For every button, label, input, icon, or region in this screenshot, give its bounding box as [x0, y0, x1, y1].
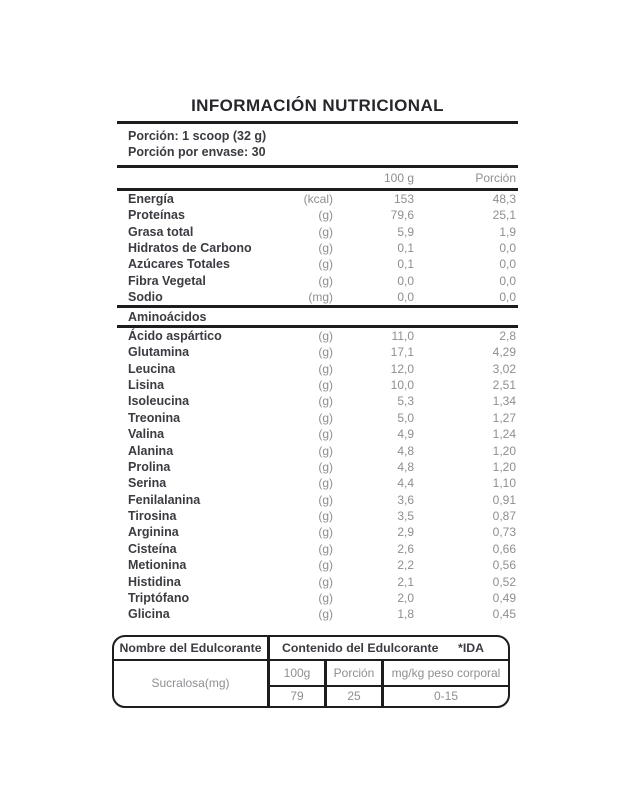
value-per-portion: 0,91: [492, 492, 516, 507]
value-per-100g: 0,0: [397, 273, 414, 288]
nutrient-unit: (g): [318, 394, 333, 409]
nutrient-unit: (g): [318, 476, 333, 491]
table-row: [117, 344, 518, 360]
value-per-100g: 0,1: [397, 241, 414, 256]
nutrient-name: Metionina: [128, 558, 187, 573]
table-row: [117, 410, 518, 426]
nutrient-name: Arginina: [128, 525, 179, 540]
value-per-100g: 5,3: [397, 394, 414, 409]
nutrient-unit: (g): [318, 328, 333, 343]
nutrient-unit: (g): [318, 377, 333, 392]
sweetener-value-100g: 79: [290, 689, 304, 704]
sweetener-body: [114, 661, 508, 706]
value-per-100g: 2,9: [397, 525, 414, 540]
table-row: [117, 459, 518, 475]
value-per-portion: 2,51: [492, 377, 516, 392]
table-row: [117, 191, 518, 207]
value-per-100g: 4,9: [397, 427, 414, 442]
sweetener-col-100g: 100g: [270, 661, 324, 687]
serving-info: [117, 124, 518, 165]
table-row: [117, 224, 518, 240]
nutrient-unit: (g): [318, 591, 333, 606]
nutrient-name: Isoleucina: [128, 394, 190, 409]
value-per-portion: 1,27: [492, 410, 516, 425]
table-row: [117, 573, 518, 589]
table-row: [117, 360, 518, 376]
nutrient-unit: (kcal): [303, 192, 333, 207]
value-per-portion: 0,52: [492, 574, 516, 589]
value-per-100g: 3,5: [397, 509, 414, 524]
nutrient-name: Sodio: [128, 289, 163, 304]
nutrient-name: Fibra Vegetal: [128, 273, 206, 288]
nutrient-name: Serina: [128, 476, 167, 491]
value-per-portion: 0,0: [499, 273, 516, 288]
value-per-100g: 0,1: [397, 257, 414, 272]
nutrient-name: Ácido aspártico: [128, 328, 222, 343]
value-per-portion: 1,10: [492, 476, 516, 491]
nutrient-unit: (g): [318, 541, 333, 556]
nutrient-name: Valina: [128, 427, 165, 442]
sweetener-table: [112, 635, 510, 708]
nutrient-unit: (g): [318, 607, 333, 622]
value-per-portion: 3,02: [492, 361, 516, 376]
table-row: [117, 541, 518, 557]
sweetener-values-grid: [270, 661, 508, 706]
nutrient-name: Leucina: [128, 361, 176, 376]
nutrient-name: Glicina: [128, 607, 170, 622]
nutrient-name: Treonina: [128, 410, 181, 425]
nutrient-unit: (g): [318, 427, 333, 442]
nutrient-name: Proteínas: [128, 208, 185, 223]
nutrient-name: Tirosina: [128, 509, 177, 524]
nutrient-name: Glutamina: [128, 345, 190, 360]
nutrient-table: [117, 191, 518, 305]
table-row: [117, 328, 518, 344]
page-title: INFORMACIÓN NUTRICIONAL: [191, 96, 444, 115]
nutrient-name: Histidina: [128, 574, 181, 589]
value-per-100g: 5,9: [397, 224, 414, 239]
value-per-100g: 12,0: [390, 361, 414, 376]
amino-section-title: Aminoácidos: [128, 309, 207, 324]
table-row: [117, 393, 518, 409]
nutrient-name: Prolina: [128, 459, 171, 474]
nutrient-unit: (g): [318, 273, 333, 288]
table-row: [117, 272, 518, 288]
table-row: [117, 606, 518, 622]
value-per-portion: 0,49: [492, 591, 516, 606]
value-per-100g: 4,4: [397, 476, 414, 491]
sweetener-ida-label: *IDA: [458, 640, 484, 655]
table-row: [117, 491, 518, 507]
value-per-portion: 1,34: [492, 394, 516, 409]
nutrient-unit: (g): [318, 525, 333, 540]
table-row: [117, 442, 518, 458]
value-per-100g: 17,1: [390, 345, 414, 360]
value-per-100g: 79,6: [390, 208, 414, 223]
nutrient-unit: (g): [318, 558, 333, 573]
value-per-portion: 2,8: [499, 328, 516, 343]
sweetener-name: Sucralosa(mg): [114, 661, 270, 706]
value-per-portion: 48,3: [492, 192, 516, 207]
nutrient-unit: (g): [318, 410, 333, 425]
nutrient-unit: (g): [318, 224, 333, 239]
amino-table: [117, 328, 518, 623]
value-per-portion: 1,24: [492, 427, 516, 442]
sweetener-content-label: Contenido del Edulcorante: [282, 640, 439, 655]
value-per-portion: 0,45: [492, 607, 516, 622]
nutrient-unit: (g): [318, 509, 333, 524]
value-per-portion: 1,9: [499, 224, 516, 239]
value-per-portion: 0,0: [499, 241, 516, 256]
nutrient-unit: (mg): [308, 289, 333, 304]
table-row: [117, 377, 518, 393]
sweetener-header-row: [114, 637, 508, 661]
nutrient-unit: (g): [318, 208, 333, 223]
nutrient-name: Alanina: [128, 443, 174, 458]
nutrient-unit: (g): [318, 257, 333, 272]
nutrient-name: Triptófano: [128, 591, 190, 606]
nutrient-unit: (g): [318, 241, 333, 256]
nutrient-name: Cisteína: [128, 541, 177, 556]
value-per-100g: 5,0: [397, 410, 414, 425]
sweetener-content-header: [270, 637, 508, 659]
column-header-100g: 100 g: [383, 171, 414, 185]
column-header-portion: Porción: [475, 171, 516, 185]
value-per-portion: 0,87: [492, 509, 516, 524]
nutrient-name: Hidratos de Carbono: [128, 241, 252, 256]
table-row: [117, 240, 518, 256]
label-content: [117, 95, 518, 708]
value-per-100g: 2,6: [397, 541, 414, 556]
value-per-portion: 1,20: [492, 443, 516, 458]
table-row: [117, 207, 518, 223]
sweetener-col-portion: Porción: [324, 661, 381, 687]
value-per-portion: 0,73: [492, 525, 516, 540]
value-per-portion: 25,1: [492, 208, 516, 223]
value-per-portion: 0,66: [492, 541, 516, 556]
column-header-row: [117, 168, 518, 188]
table-row: [117, 590, 518, 606]
value-per-100g: 2,0: [397, 591, 414, 606]
value-per-100g: 2,1: [397, 574, 414, 589]
nutrient-unit: (g): [318, 459, 333, 474]
sweetener-value-portion: 25: [324, 687, 381, 706]
value-per-100g: 153: [393, 192, 414, 207]
sweetener-col-ida: mg/kg peso corporal: [381, 661, 508, 687]
nutrient-unit: (g): [318, 361, 333, 376]
value-per-portion: 4,29: [492, 345, 516, 360]
table-row: [117, 289, 518, 305]
value-per-100g: 2,2: [397, 558, 414, 573]
nutrient-unit: (g): [318, 443, 333, 458]
sweetener-value-ida: 0-15: [381, 687, 508, 706]
table-row: [117, 508, 518, 524]
value-per-portion: 0,56: [492, 558, 516, 573]
value-per-100g: 4,8: [397, 459, 414, 474]
servings-per-container: Porción por envase: 30: [128, 145, 266, 159]
serving-size: Porción: 1 scoop (32 g): [128, 129, 267, 143]
nutrient-unit: (g): [318, 492, 333, 507]
nutrient-name: Lisina: [128, 377, 165, 392]
nutrient-name: Azúcares Totales: [128, 257, 230, 272]
sweetener-name-header: Nombre del Edulcorante: [114, 637, 270, 659]
value-per-portion: 1,20: [492, 459, 516, 474]
nutrient-unit: (g): [318, 345, 333, 360]
table-row: [117, 256, 518, 272]
table-row: [117, 426, 518, 442]
value-per-100g: 10,0: [390, 377, 414, 392]
table-row: [117, 524, 518, 540]
value-per-portion: 0,0: [499, 289, 516, 304]
value-per-portion: 0,0: [499, 257, 516, 272]
nutrient-name: Fenilalanina: [128, 492, 201, 507]
table-row: [117, 557, 518, 573]
nutrient-unit: (g): [318, 574, 333, 589]
nutrient-name: Energía: [128, 192, 174, 207]
value-per-100g: 4,8: [397, 443, 414, 458]
table-row: [117, 475, 518, 491]
nutrient-name: Grasa total: [128, 224, 194, 239]
value-per-100g: 1,8: [397, 607, 414, 622]
value-per-100g: 11,0: [391, 328, 414, 343]
value-per-100g: 3,6: [397, 492, 414, 507]
value-per-100g: 0,0: [397, 289, 414, 304]
